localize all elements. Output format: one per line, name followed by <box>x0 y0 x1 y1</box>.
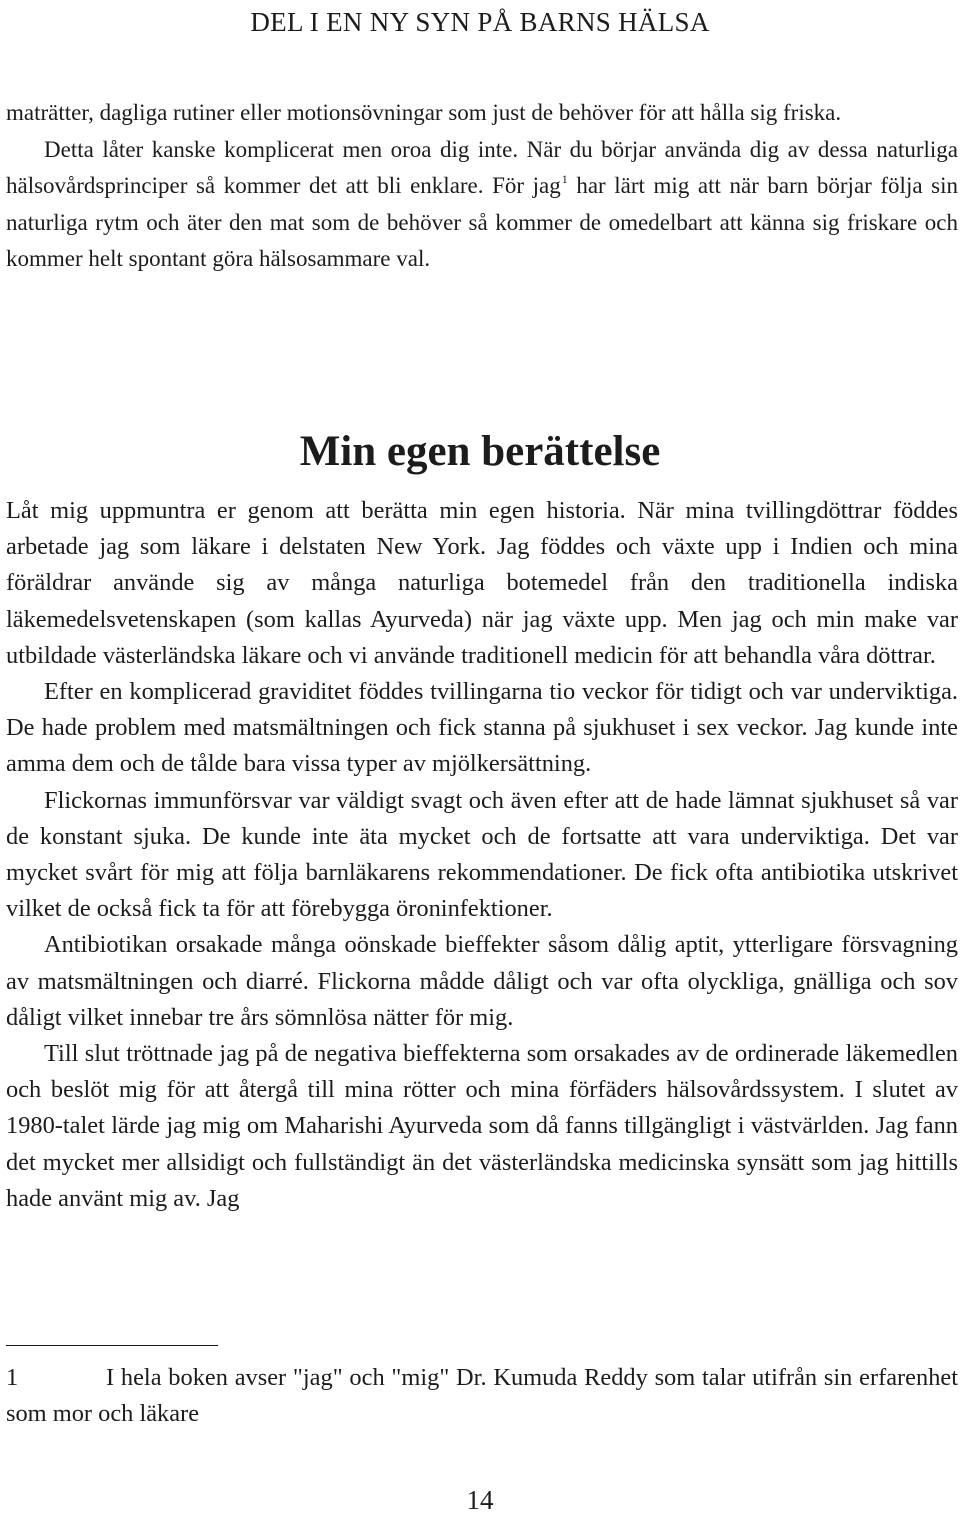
story-paragraph: Flickornas immunförsvar var väldigt svagt och även efter att de hade lämnat sjukhuset så var de konstant sjuka. De kunde inte äta mycket och de fortsatte att vara underviktiga. Det var mycket svårt för mig att följa barnläkarens rekommendationer. De fick ofta antibiotika utskrivet vilket de också fick ta för att förebygga öroninfektioner. <box>6 786 958 923</box>
intro-paragraph-1: maträtter, dagliga rutiner eller motionsövningar som just de behöver för att hålla sig friska. <box>6 100 842 125</box>
section-heading: Min egen berättelse <box>299 428 661 475</box>
story-paragraph: Till slut tröttnade jag på de negativa bieffekterna som orsakades av de ordinerade läkemedlen och beslöt mig för att återgå till mina rötter och mina förfäders hälsovårdssystem. I slutet av 1980-talet lärde jag mig om Maharishi Ayurveda som då fanns tillgängligt i västvärlden. Jag fann det mycket mer allsidigt och fullständigt än det västerländska medicinska synsätt som jag hittills hade använt mig av. Jag <box>6 1040 958 1212</box>
story-paragraph: Antibiotikan orsakade många oönskade bieffekter såsom dålig aptit, ytterligare försvagning av matsmältningen och diarré. Flickorna mådde dåligt och var ofta olyckliga, gnälliga och sov dåligt vilket innebar tre års sömnlösa nätter för mig. <box>6 931 958 1031</box>
story-paragraph: Låt mig uppmuntra er genom att berätta min egen historia. När mina tvillingdöttrar föddes arbetade jag som läkare i delstaten New York. Jag föddes och växte upp i Indien och mina föräldrar använde sig av många naturliga botemedel från den traditionella indiska läkemedelsvetenskapen (som kallas Ayurveda) när jag växte upp. Men jag och min make var utbildade västerländska läkare och vi använde traditionell medicin för att behandla våra döttrar. <box>6 497 958 669</box>
footnote-divider <box>6 1345 218 1346</box>
page-number: 14 <box>466 1485 494 1515</box>
running-header: DEL I EN NY SYN PÅ BARNS HÄLSA <box>250 7 710 37</box>
intro-paragraph-2-text-a: Detta låter kanske komplicerat men oroa dig inte. När du börjar använda dig av dessa naturliga hälsovårdsprinciper så kommer det att bli enklare. För jag <box>6 136 958 198</box>
footnote <box>6 1360 958 1432</box>
intro-paragraph-2-text-b: har lärt mig att när barn börjar följa sin naturliga rytm och äter den mat som de behöver så kommer de omedelbart att känna sig friskare och kommer helt spontant göra hälsosammare val. <box>6 173 958 271</box>
footnote-text: I hela boken avser "jag" och "mig" Dr. Kumuda Reddy som talar utifrån sin erfarenhet som mor och läkare <box>6 1364 958 1428</box>
footnote-number: 1 <box>6 1364 19 1391</box>
story-text <box>6 493 958 1217</box>
footnote-reference[interactable]: 1 <box>561 172 568 186</box>
intro-paragraph-2 <box>6 132 958 278</box>
intro-text <box>6 95 958 278</box>
story-paragraph: Efter en komplicerad graviditet föddes tvillingarna tio veckor för tidigt och var underviktiga. De hade problem med matsmältningen och fick stanna på sjukhuset i sex veckor. Jag kunde inte amma dem och de tålde bara vissa typer av mjölkersättning. <box>6 678 958 778</box>
